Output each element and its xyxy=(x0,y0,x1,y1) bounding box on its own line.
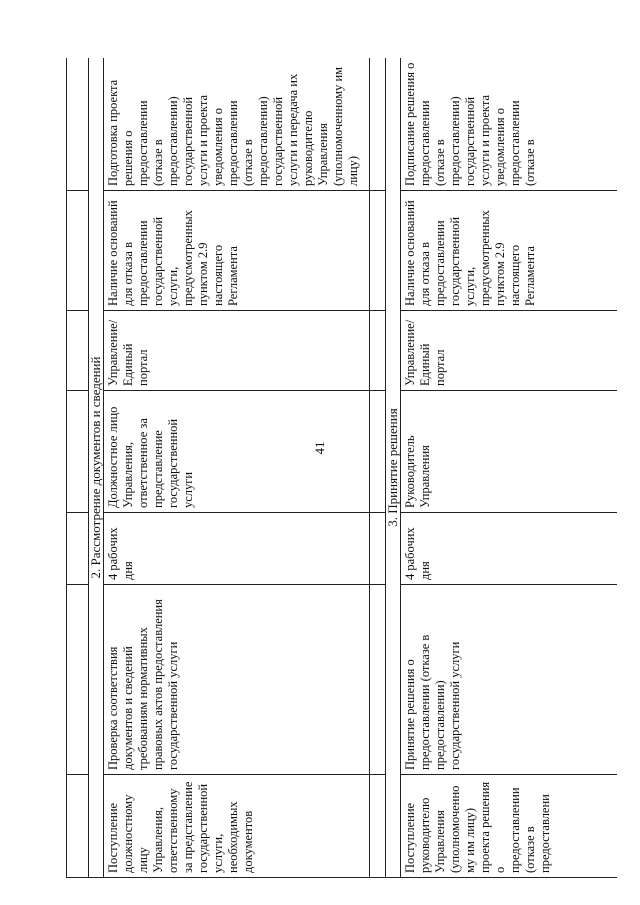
procedure-table xyxy=(66,58,617,878)
header-cell xyxy=(67,311,89,391)
duration-cell: 4 рабочих дня xyxy=(401,513,618,585)
spacer-cell xyxy=(370,391,386,513)
action-cell: Проверка соответствия документов и сведений требованиям нормативных правовых актов предоставления государственной услуги xyxy=(104,585,370,775)
section-2-row xyxy=(89,58,104,878)
page-number: 41 xyxy=(312,441,327,455)
action-cell: Принятие решения о предоставлении (отказе в предоставлении) государственной услуги xyxy=(401,585,618,775)
place-cell: Управление/ Единый портал xyxy=(401,311,618,391)
basis-cell: Поступление руководителю Управления (уполномоченному им лицу) проекта решения о предоставлении (отказе в предоставлени xyxy=(401,775,618,878)
header-cell xyxy=(67,191,89,311)
basis-cell: Поступление должностному лицу Управления, ответственному за представление государственной услуги, необходимых документов xyxy=(104,775,370,878)
spacer-cell xyxy=(370,58,386,191)
responsible-cell: Руководитель Управления xyxy=(401,391,618,513)
criteria-cell: Наличие оснований для отказа в предоставлении государственной услуги, предусмотренных пунктом 2.9 настоящего Регламента xyxy=(104,191,370,311)
table-row xyxy=(104,58,370,878)
spacer-cell xyxy=(370,311,386,391)
header-cell xyxy=(67,585,89,775)
header-cell xyxy=(67,391,89,513)
responsible-cell: Должностное лицо Управления, ответственное за представление государственной услуги xyxy=(104,391,370,513)
spacer-row xyxy=(370,58,386,878)
spacer-cell xyxy=(370,585,386,775)
spacer-cell xyxy=(370,775,386,878)
section-3-title: 3. Принятие решения xyxy=(386,58,401,878)
section-3-row xyxy=(386,58,401,878)
criteria-cell: Наличие оснований для отказа в предоставлении государственной услуги, предусмотренных пунктом 2.9 настоящего Регламента xyxy=(401,191,618,311)
section-2-title: 2. Рассмотрение документов и сведений xyxy=(89,58,104,878)
header-cell xyxy=(67,513,89,585)
duration-cell: 4 рабочих дня xyxy=(104,513,370,585)
spacer-cell xyxy=(370,191,386,311)
table-row xyxy=(401,58,618,878)
table-header-row xyxy=(67,58,89,878)
header-cell xyxy=(67,58,89,191)
result-cell: Подготовка проекта решения о предоставлении (отказе в предоставлении) государственной услуги и проекта уведомления о предоставлении (отказе в предоставлении) государственной услуги и передача их руководителю Управления (уполномоченному им лицу) xyxy=(104,58,370,191)
spacer-cell xyxy=(370,513,386,585)
landscape-page xyxy=(66,58,617,878)
rotated-content xyxy=(66,58,617,878)
place-cell: Управление/ Единый портал xyxy=(104,311,370,391)
header-cell xyxy=(67,775,89,878)
result-cell: Подписание решения о предоставлении (отказе в предоставлении) государственной услуги и проекта уведомления о предоставлении (отказе в xyxy=(401,58,618,191)
